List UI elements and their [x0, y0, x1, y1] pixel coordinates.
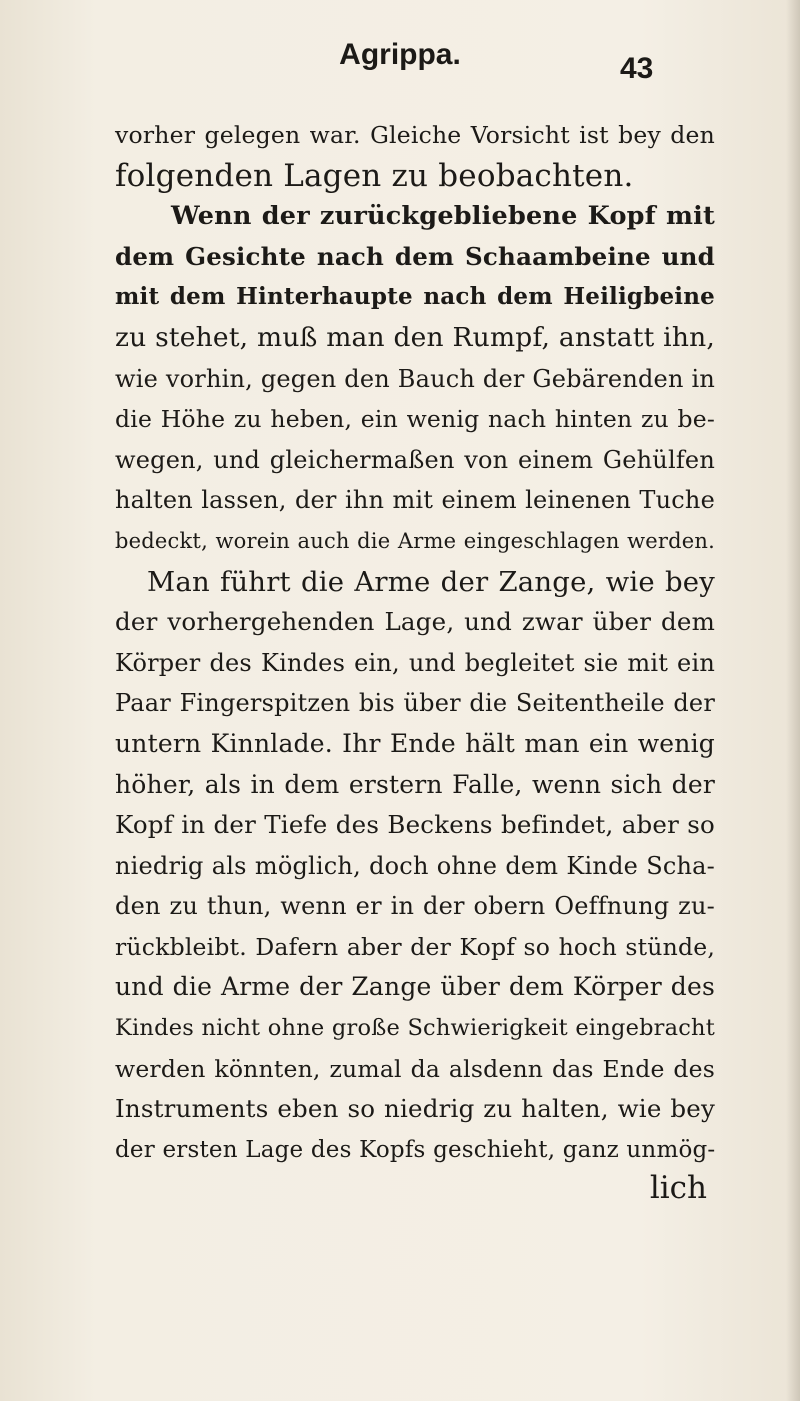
text-line: werden könnten, zumal da alsdenn das Ende des: [115, 1054, 715, 1083]
page-edge-shadow: [786, 0, 800, 1401]
text-line: Paar Fingerspitzen bis über die Seitentheile der: [115, 689, 715, 718]
text-line: wegen, und gleichermaßen von einem Gehülfen: [115, 445, 715, 474]
catchword: lich: [649, 1170, 707, 1207]
page-number: 43: [620, 52, 654, 85]
text-line: höher, als in dem erstern Falle, wenn sich der: [115, 769, 715, 799]
text-line: dem Gesichte nach dem Schaambeine und: [115, 241, 715, 271]
text-line: zu stehet, muß man den Rumpf, anstatt ihn,: [115, 321, 715, 353]
text-line: Körper des Kindes ein, und begleitet sie mit ein: [115, 648, 715, 677]
text-line: Kindes nicht ohne große Schwierigkeit eingebracht: [115, 1015, 715, 1042]
text-line: Wenn der zurückgebliebene Kopf mit: [171, 201, 715, 232]
text-line: folgenden Lagen zu beobachten.: [115, 157, 634, 194]
text-line: niedrig als möglich, doch ohne dem Kinde Scha-: [115, 851, 715, 880]
text-line: Kopf in der Tiefe des Beckens befindet, aber so: [115, 810, 715, 840]
text-line: Instruments eben so niedrig zu halten, wie bey: [115, 1094, 715, 1124]
text-line: die Höhe zu heben, ein wenig nach hinten zu be-: [115, 405, 715, 434]
running-head: [0, 38, 800, 88]
text-line: den zu thun, wenn er in der obern Oeffnung zu-: [115, 892, 715, 921]
text-line: rückbleibt. Dafern aber der Kopf so hoch stünde,: [115, 932, 715, 961]
text-line: halten lassen, der ihn mit einem leinenen Tuche: [115, 486, 715, 515]
text-line: der ersten Lage des Kopfs geschieht, ganz unmög-: [115, 1136, 716, 1163]
text-line: bedeckt, worein auch die Arme eingeschlagen werden.: [115, 528, 715, 553]
text-line: und die Arme der Zange über dem Körper des: [115, 972, 715, 1002]
text-line: vorher gelegen war. Gleiche Vorsicht ist bey den: [115, 121, 715, 149]
running-title: Agrippa.: [339, 38, 461, 71]
body-text: [115, 115, 716, 1207]
text-line: mit dem Hinterhaupte nach dem Heiligbeine: [115, 283, 715, 311]
text-line: der vorhergehenden Lage, und zwar über dem: [115, 607, 715, 637]
text-line: wie vorhin, gegen den Bauch der Gebärenden in: [115, 364, 715, 393]
text-line: untern Kinnlade. Ihr Ende hält man ein wenig: [115, 728, 715, 758]
text-line: Man führt die Arme der Zange, wie bey: [147, 565, 715, 598]
